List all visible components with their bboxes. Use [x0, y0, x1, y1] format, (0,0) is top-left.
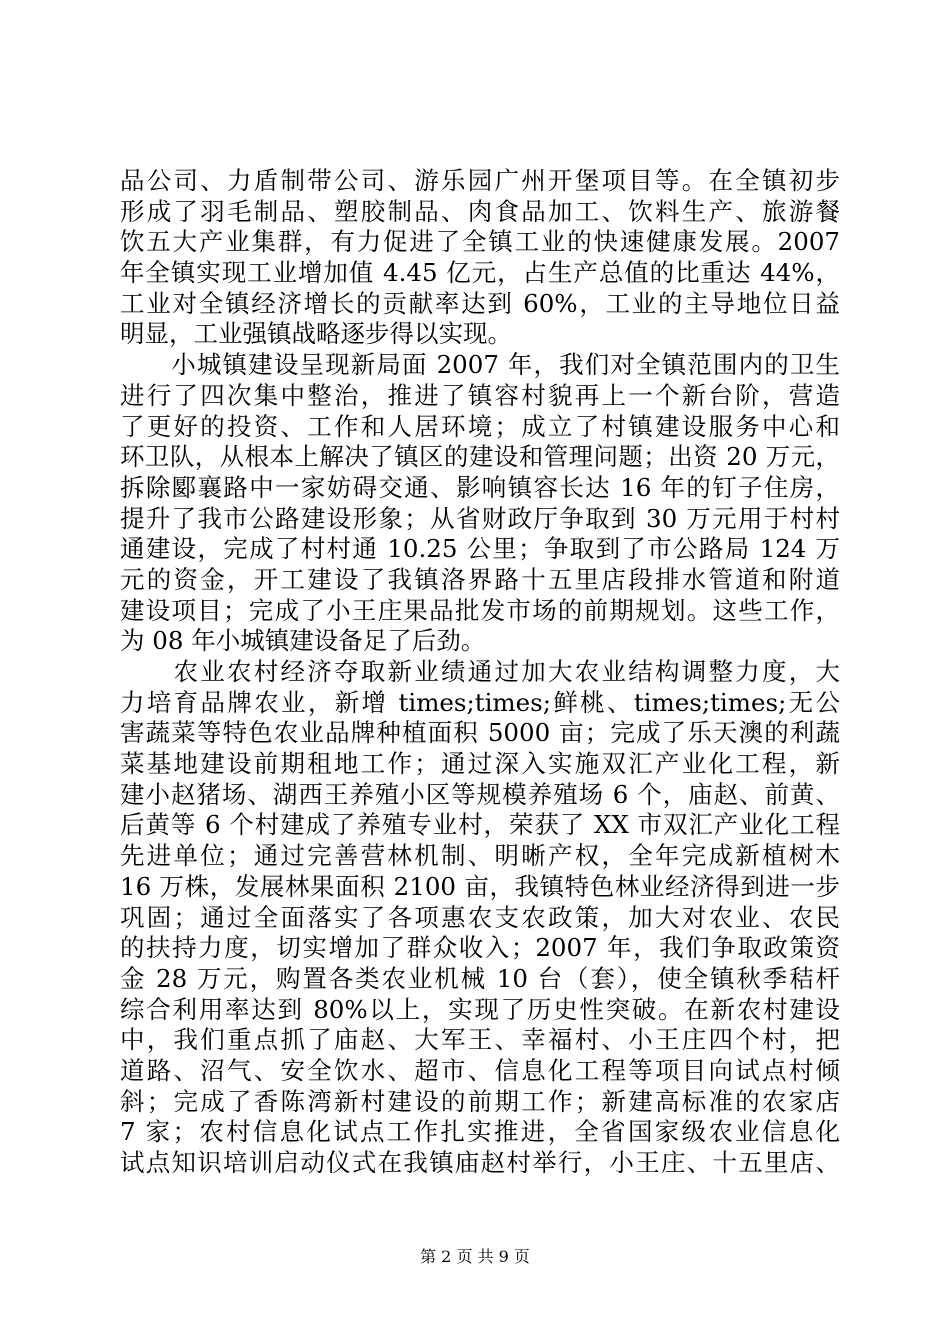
- text-line: 农业农村经济夺取新业绩通过加大农业结构调整力度，大: [120, 657, 840, 686]
- text-line: 进行了四次集中整治，推进了镇容村貌再上一个新台阶，营造: [120, 380, 840, 410]
- page-number-footer: 第 2 页 共 9 页: [420, 1247, 530, 1266]
- text-line: 年全镇实现工业增加值 4.45 亿元，占生产总值的比重达 44%，: [120, 258, 840, 288]
- text-line: 的扶持力度，切实增加了群众收入；2007 年，我们争取政策资: [120, 933, 840, 963]
- text-line: 金 28 万元，购置各类农业机械 10 台（套），使全镇秋季秸杆: [120, 963, 840, 993]
- text-line: 提升了我市公路建设形象；从省财政厅争取到 30 万元用于村村: [120, 503, 840, 533]
- text-line: 元的资金，开工建设了我镇洛界路十五里店段排水管道和附道: [120, 564, 840, 594]
- text-line: 品公司、力盾制带公司、游乐园广州开堡项目等。在全镇初步: [120, 166, 840, 195]
- text-line: 菜基地建设前期租地工作；通过深入实施双汇产业化工程，新: [120, 749, 840, 779]
- text-line: 害蔬菜等特色农业品牌种植面积 5000 亩；完成了乐天澳的利蔬: [120, 718, 840, 748]
- text-line: 综合利用率达到 80%以上，实现了历史性突破。在新农村建设: [120, 994, 840, 1024]
- text-line: 巩固；通过全面落实了各项惠农支农政策，加大对农业、农民: [120, 902, 840, 932]
- text-line: 明显，工业强镇战略逐步得以实现。: [120, 319, 512, 349]
- text-line: 道路、沼气、安全饮水、超市、信息化工程等项目向试点村倾: [120, 1055, 840, 1085]
- text-line: 斜；完成了香陈湾新村建设的前期工作；新建高标准的农家店: [120, 1086, 840, 1116]
- text-line: 7 家；农村信息化试点工作扎实推进，全省国家级农业信息化: [120, 1117, 840, 1147]
- text-line: 环卫队，从根本上解决了镇区的建设和管理问题；出资 20 万元，: [120, 442, 840, 472]
- text-line: 饮五大产业集群，有力促进了全镇工业的快速健康发展。2007: [120, 227, 840, 257]
- body-text: [120, 166, 840, 1179]
- text-line: 力培育品牌农业，新增 times;times;鲜桃、times;times;无公: [120, 687, 840, 717]
- text-line: 为 08 年小城镇建设备足了后劲。: [120, 626, 486, 656]
- text-line: 小城镇建设呈现新局面 2007 年，我们对全镇范围内的卫生: [120, 350, 840, 380]
- text-line: 工业对全镇经济增长的贡献率达到 60%，工业的主导地位日益: [120, 288, 840, 318]
- text-line: 后黄等 6 个村建成了养殖专业村，荣获了 XX 市双汇产业化工程: [120, 810, 840, 840]
- text-line: 通建设，完成了村村通 10.25 公里；争取到了市公路局 124 万: [120, 534, 840, 564]
- text-line: 先进单位；通过完善营林机制、明晰产权，全年完成新植树木: [120, 841, 840, 871]
- text-line: 了更好的投资、工作和人居环境；成立了村镇建设服务中心和: [120, 411, 840, 441]
- text-line: 建设项目；完成了小王庄果品批发市场的前期规划。这些工作，: [120, 595, 840, 625]
- text-line: 建小赵猪场、湖西王养殖小区等规模养殖场 6 个，庙赵、前黄、: [120, 779, 840, 809]
- text-line: 16 万株，发展林果面积 2100 亩，我镇特色林业经济得到进一步: [120, 871, 840, 901]
- text-line: 形成了羽毛制品、塑胶制品、肉食品加工、饮料生产、旅游餐: [120, 196, 840, 226]
- text-line: 中，我们重点抓了庙赵、大军王、幸福村、小王庄四个村，把: [120, 1025, 840, 1055]
- text-line: 试点知识培训启动仪式在我镇庙赵村举行，小王庄、十五里店、: [120, 1148, 840, 1177]
- text-line: 拆除郾襄路中一家妨碍交通、影响镇容长达 16 年的钉子住房，: [120, 472, 840, 502]
